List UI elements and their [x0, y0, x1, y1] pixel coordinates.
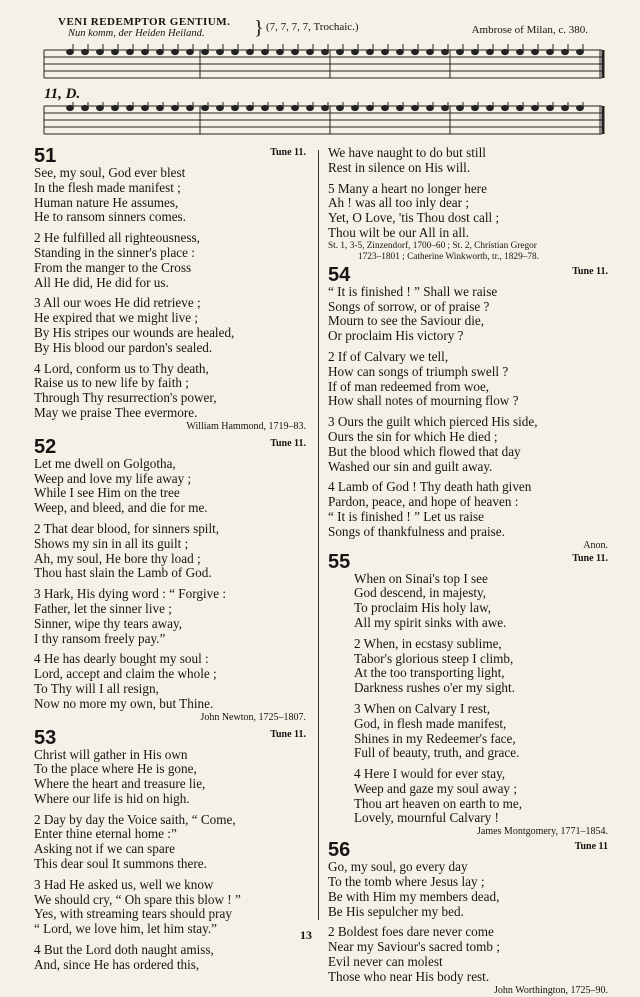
hymn-line: All my spirit sinks with awe. — [354, 614, 507, 630]
music-note — [412, 105, 419, 110]
hymn-line: I thy ransom freely pay.” — [34, 630, 166, 646]
hymn-line: Through Thy resurrection's power, — [34, 390, 217, 406]
hymn-line: To the place where He is gone, — [34, 761, 197, 777]
hymn-line: We have naught to do but still — [328, 145, 486, 160]
left-column — [34, 146, 306, 973]
music-note — [562, 49, 569, 54]
hymn-line: Weep and gaze my soul away ; — [354, 780, 517, 796]
hymn-55 — [328, 552, 608, 839]
hymn-line: Ah ! was all too inly dear ; — [328, 195, 469, 211]
music-note — [322, 49, 329, 54]
music-note — [352, 49, 359, 54]
music-note — [82, 105, 89, 110]
music-note — [427, 49, 434, 54]
hymn-line: Washed our sin and guilt away. — [328, 458, 493, 474]
music-note — [202, 49, 209, 54]
music-note — [127, 105, 134, 110]
tune-subtitle: Nun komm, der Heiden Heiland. — [68, 28, 205, 39]
hymn-line: Enter thine eternal home :” — [34, 826, 177, 842]
hymn-line: Songs of sorrow, or of praise ? — [328, 298, 490, 314]
hymn-line: 2 If of Calvary we tell, — [328, 348, 449, 364]
music-staff-treble — [40, 44, 606, 86]
music-note — [67, 49, 74, 54]
hymn-line: Darkness rushes o'er my sight. — [354, 680, 515, 696]
hymn-line: Where our life is hid on high. — [34, 790, 190, 806]
hymn-line: 3 When on Calvary I rest, — [354, 700, 490, 716]
hymn-line: 2 He fulfilled all righteousness, — [34, 230, 200, 246]
music-note — [172, 49, 179, 54]
hymn-line: 4 Lamb of God ! Thy death hath given — [328, 479, 532, 495]
music-note — [292, 49, 299, 54]
hymn-line: Be His sepulcher my bed. — [328, 903, 464, 919]
hymn-line: 4 Lord, conform us to Thy death, — [34, 360, 209, 376]
hymn-line: Lord, accept and claim the whole ; — [34, 666, 217, 682]
music-note — [142, 105, 149, 110]
music-note — [187, 49, 194, 54]
tune-meter: (7, 7, 7, 7, Trochaic.) — [266, 21, 359, 33]
hymn-line: We should cry, “ Oh spare this blow ! ” — [34, 891, 241, 907]
music-note — [472, 49, 479, 54]
hymn-line: God descend, in majesty, — [354, 585, 487, 601]
music-note — [247, 105, 254, 110]
hymn-line: 2 When, in ecstasy sublime, — [354, 635, 502, 651]
tune-reference: Tune 11. — [572, 265, 608, 277]
music-note — [487, 49, 494, 54]
music-note — [502, 49, 509, 54]
hymn-line: He expired that we might live ; — [34, 310, 199, 326]
hymn-56 — [328, 840, 608, 996]
hymn-line: Where the heart and treasure lie, — [34, 776, 206, 792]
music-note — [247, 49, 254, 54]
hymn-number: 55 — [328, 550, 351, 573]
hymn-line: 3 Hark, His dying word : “ Forgive : — [34, 586, 227, 602]
music-note — [397, 105, 404, 110]
music-staff-bass — [40, 102, 606, 142]
tune-reference: Tune 11 — [574, 841, 608, 853]
hymn-line: Yet, O Love, 'tis Thou dost call ; — [328, 210, 500, 226]
music-note — [367, 105, 374, 110]
hymn-line: In the flesh made manifest ; — [34, 179, 181, 195]
hymn-53-continued — [328, 146, 608, 263]
music-note — [217, 105, 224, 110]
music-note — [547, 49, 554, 54]
hymn-line: Lovely, mournful Calvary ! — [354, 810, 499, 826]
music-note — [217, 49, 224, 54]
hymn-line: Thou art heaven on earth to me, — [354, 795, 523, 811]
music-note — [367, 49, 374, 54]
music-note — [112, 49, 119, 54]
hymn-line: 2 Boldest foes dare never come — [328, 924, 494, 940]
hymn-line: But the blood which flowed that day — [328, 443, 521, 459]
hymn-line: By His blood our pardon's sealed. — [34, 339, 213, 355]
music-note — [97, 105, 104, 110]
hymn-attribution: William Hammond, 1719–83. — [186, 420, 306, 432]
music-note — [112, 105, 119, 110]
hymn-line: “ Lord, we love him, let him stay.” — [34, 921, 217, 937]
hymn-52 — [34, 437, 306, 724]
music-note — [532, 105, 539, 110]
hymn-line: Be with Him my members dead, — [328, 888, 500, 904]
music-note — [442, 49, 449, 54]
hymn-line: Shows my sin in all its guilt ; — [34, 535, 189, 551]
music-note — [427, 105, 434, 110]
hymn-line: Weep, and bleed, and die for me. — [34, 500, 208, 516]
hymn-line: Weep and love my life away ; — [34, 470, 192, 486]
music-note — [577, 105, 584, 110]
hymn-attribution: Anon. — [583, 539, 608, 551]
music-note — [322, 105, 329, 110]
hymn-53 — [34, 728, 306, 973]
music-note — [277, 105, 284, 110]
music-note — [502, 105, 509, 110]
music-note — [442, 105, 449, 110]
hymn-line: When on Sinai's top I see — [354, 570, 488, 586]
hymn-attribution: John Worthington, 1725–90. — [493, 984, 608, 996]
right-column — [328, 146, 608, 997]
hymn-line: To proclaim His holy law, — [354, 600, 492, 616]
hymn-line: 2 That dear blood, for sinners spilt, — [34, 520, 220, 536]
music-note — [232, 105, 239, 110]
hymn-line: 2 Day by day the Voice saith, “ Come, — [34, 811, 236, 827]
music-note — [232, 49, 239, 54]
hymn-line: How shall notes of mourning flow ? — [328, 393, 519, 409]
music-note — [307, 49, 314, 54]
music-note — [517, 105, 524, 110]
hymn-number: 53 — [34, 726, 57, 749]
hymn-line: 4 He has dearly bought my soul : — [34, 651, 209, 667]
hymn-line: All He did, He did for us. — [34, 274, 169, 290]
music-note — [457, 105, 464, 110]
hymn-line: 4 But the Lord doth naught amiss, — [34, 942, 214, 958]
hymn-number: 51 — [34, 145, 57, 167]
hymn-line: At the too transporting light, — [354, 665, 505, 681]
hymn-number: 54 — [328, 263, 351, 286]
hymn-line: Ah, my soul, He bore thy load ; — [34, 550, 201, 566]
music-note — [307, 105, 314, 110]
hymn-line: Rest in silence on His will. — [328, 159, 471, 175]
music-note — [157, 49, 164, 54]
page-number: 13 — [300, 928, 312, 942]
music-note — [292, 105, 299, 110]
hymn-line: Go, my soul, go every day — [328, 859, 468, 875]
hymn-line: This dear soul It summons there. — [34, 856, 207, 872]
hymn-line: Those who near His body rest. — [328, 968, 490, 984]
music-note — [337, 105, 344, 110]
tune-header — [58, 16, 598, 42]
music-note — [202, 105, 209, 110]
hymn-line: Thou hast slain the Lamb of God. — [34, 565, 212, 581]
tune-reference: Tune 11. — [572, 552, 608, 564]
tune-title: VENI REDEMPTOR GENTIUM. — [58, 16, 231, 28]
hymn-line: “ It is finished ! ” Let us raise — [328, 508, 485, 524]
hymn-line: Raise us to new life by faith ; — [34, 375, 189, 391]
hymn-line: Tabor's glorious steep I climb, — [354, 650, 514, 666]
music-note — [127, 49, 134, 54]
music-note — [577, 49, 584, 54]
hymn-number: 52 — [34, 435, 57, 458]
hymn-line: Human nature He assumes, — [34, 194, 179, 210]
hymn-number: 56 — [328, 839, 351, 862]
hymn-54 — [328, 265, 608, 552]
music-note — [142, 49, 149, 54]
music-note — [157, 105, 164, 110]
tune-number: 11, D. — [44, 86, 81, 102]
hymn-line: And, since He has ordered this, — [34, 956, 200, 972]
hymn-line: Standing in the sinner's place : — [34, 244, 195, 260]
music-note — [67, 105, 74, 110]
hymn-line: 5 Many a heart no longer here — [328, 180, 487, 196]
hymn-attribution: 1723–1801 ; Catherine Winkworth, tr., 1829–78. — [358, 251, 539, 262]
music-note — [457, 49, 464, 54]
hymn-line: Shines in my Redeemer's face, — [354, 730, 516, 746]
hymn-line: Ours the sin for which He died ; — [328, 428, 498, 444]
hymn-attribution: St. 1, 3-5, Zinzendorf, 1700–60 ; St. 2, Christian Gregor — [328, 240, 537, 251]
hymn-line: 3 Ours the guilt which pierced His side, — [328, 414, 538, 430]
music-note — [547, 105, 554, 110]
hymn-line: Father, let the sinner live ; — [34, 600, 172, 616]
music-note — [262, 49, 269, 54]
hymn-line: Near my Saviour's sacred tomb ; — [328, 939, 500, 955]
music-note — [337, 49, 344, 54]
hymn-line: Now no more my own, but Thine. — [34, 695, 214, 711]
music-note — [487, 105, 494, 110]
music-note — [517, 49, 524, 54]
music-note — [382, 105, 389, 110]
tune-reference: Tune 11. — [270, 147, 306, 158]
hymn-line: How can songs of triumph swell ? — [328, 363, 509, 379]
music-note — [412, 49, 419, 54]
hymn-line: If of man redeemed from woe, — [328, 378, 490, 394]
music-note — [277, 49, 284, 54]
hymn-line: Full of beauty, truth, and grace. — [354, 745, 520, 761]
music-note — [382, 49, 389, 54]
hymn-line: May we praise Thee evermore. — [34, 404, 198, 420]
hymn-line: To Thy will I all resign, — [34, 680, 159, 696]
column-divider — [318, 150, 319, 920]
hymn-line: 3 All our woes He did retrieve ; — [34, 295, 201, 311]
hymn-line: God, in flesh made manifest, — [354, 715, 507, 731]
hymn-line: See, my soul, God ever blest — [34, 165, 186, 180]
music-note — [352, 105, 359, 110]
hymn-line: 3 Had He asked us, well we know — [34, 876, 214, 892]
music-note — [97, 49, 104, 54]
hymn-line: From the manger to the Cross — [34, 259, 192, 275]
hymn-line: 4 Here I would for ever stay, — [354, 766, 506, 782]
tune-reference: Tune 11. — [270, 437, 306, 449]
hymn-line: By His stripes our wounds are healed, — [34, 324, 235, 340]
music-note — [262, 105, 269, 110]
hymn-attribution: James Montgomery, 1771–1854. — [476, 826, 608, 838]
brace-mark: } — [254, 17, 264, 39]
music-note — [187, 105, 194, 110]
hymn-attribution: John Newton, 1725–1807. — [200, 711, 306, 723]
hymn-line: Asking not if we can spare — [34, 841, 175, 857]
hymn-line: Evil never can molest — [328, 954, 443, 970]
hymn-line: To the tomb where Jesus lay ; — [328, 874, 485, 890]
music-note — [82, 49, 89, 54]
hymn-51 — [34, 146, 306, 433]
tune-author: Ambrose of Milan, c. 380. — [471, 24, 588, 36]
hymn-line: Or proclaim His victory ? — [328, 328, 464, 344]
hymn-line: Songs of thankfulness and praise. — [328, 523, 505, 539]
hymn-line: Sinner, wipe thy tears away, — [34, 615, 183, 631]
music-note — [562, 105, 569, 110]
music-note — [472, 105, 479, 110]
music-note — [532, 49, 539, 54]
hymn-line: Pardon, peace, and hope of heaven : — [328, 494, 519, 510]
hymn-line: “ It is finished ! ” Shall we raise — [328, 283, 498, 299]
hymn-line: Thou wilt be our All in all. — [328, 224, 470, 240]
tune-reference: Tune 11. — [270, 728, 306, 740]
hymn-line: Let me dwell on Golgotha, — [34, 455, 176, 471]
hymn-line: Yes, with streaming tears should pray — [34, 906, 232, 922]
hymn-line: Christ will gather in His own — [34, 746, 188, 762]
hymn-line: While I see Him on the tree — [34, 485, 180, 501]
music-note — [397, 49, 404, 54]
hymn-line: He to ransom sinners comes. — [34, 209, 186, 225]
hymn-line: Mourn to see the Saviour die, — [328, 313, 485, 329]
music-note — [172, 105, 179, 110]
